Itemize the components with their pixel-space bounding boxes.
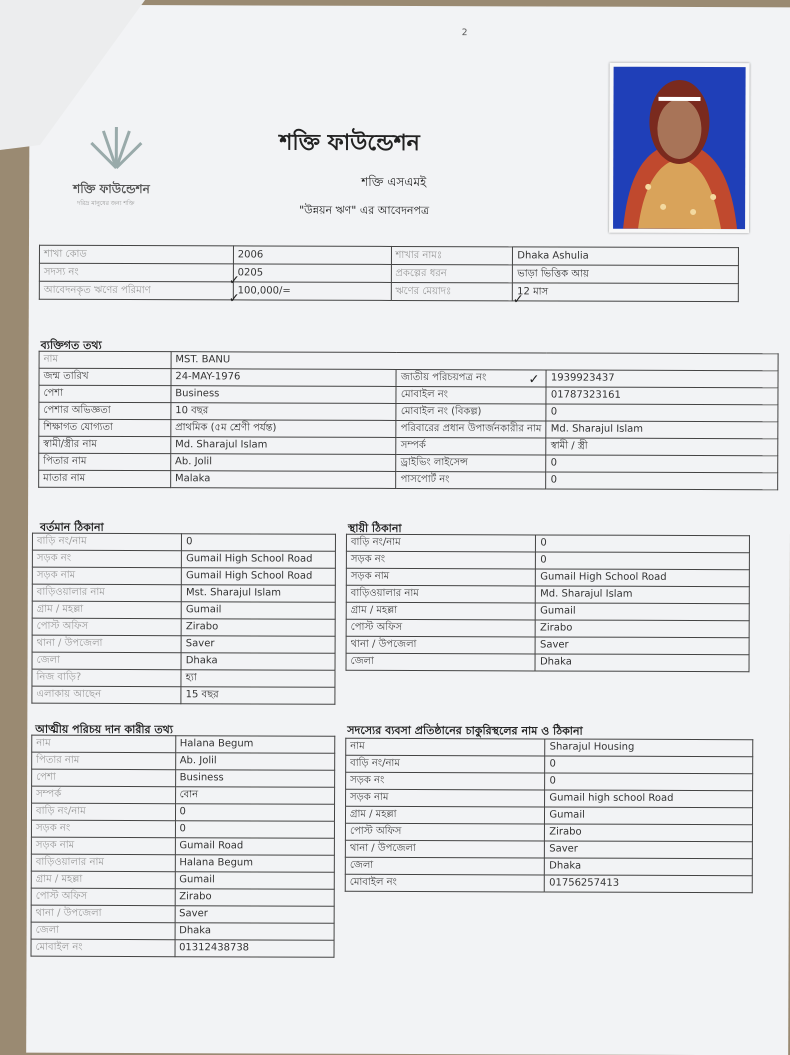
field-label: সড়ক নাম bbox=[346, 568, 535, 586]
field-label: জাতীয় পরিচয়পত্র নং bbox=[396, 369, 546, 387]
field-label: জন্ম তারিখ bbox=[39, 368, 171, 385]
field-label: সড়ক নং bbox=[32, 550, 181, 568]
table-row bbox=[345, 806, 752, 824]
table-row bbox=[346, 755, 753, 773]
check-mark-icon: ✓ bbox=[229, 273, 240, 288]
field-value: 15 বছর bbox=[181, 687, 335, 705]
field-label: সদস্য নং bbox=[39, 263, 233, 282]
field-label: সড়ক নং bbox=[31, 820, 175, 838]
field-value: 0 bbox=[175, 804, 335, 822]
table-row bbox=[346, 619, 749, 637]
field-value: Saver bbox=[181, 636, 335, 654]
field-value: Md. Sharajul Islam bbox=[546, 421, 778, 439]
table-row bbox=[32, 550, 335, 568]
field-label: থানা / উপজেলা bbox=[345, 840, 544, 858]
field-value: 0 bbox=[545, 756, 753, 774]
table-row bbox=[31, 905, 334, 923]
field-label: এলাকায় আছেন bbox=[32, 686, 181, 704]
table-row bbox=[346, 551, 749, 569]
field-value: Gumail Road bbox=[175, 838, 335, 856]
field-label: সড়ক নং bbox=[346, 551, 535, 569]
field-value: প্রাথমিক (৫ম শ্রেণী পর্যন্ত) bbox=[171, 420, 397, 438]
field-label: পোস্ট অফিস bbox=[346, 619, 535, 637]
field-label: বাড়ি নং/নাম bbox=[346, 534, 535, 552]
field-label: পোস্ট অফিস bbox=[345, 823, 544, 841]
table-row bbox=[31, 888, 334, 906]
table-row bbox=[345, 857, 752, 875]
field-label: পোস্ট অফিস bbox=[31, 888, 175, 906]
field-value: Mst. Sharajul Islam bbox=[181, 585, 335, 603]
table-row bbox=[32, 669, 335, 687]
field-label: পোস্ট অফিস bbox=[32, 618, 181, 636]
field-label: মোবাইল নং bbox=[345, 874, 544, 892]
field-label: নিজ বাড়ি? bbox=[32, 669, 181, 687]
field-value: Gumail bbox=[175, 872, 335, 890]
table-row bbox=[32, 601, 335, 619]
field-label: নাম bbox=[346, 738, 545, 756]
field-value: 1939923437 bbox=[546, 370, 778, 388]
field-value: Gumail high school Road bbox=[545, 790, 753, 808]
field-value: Ab. Jolil bbox=[175, 753, 335, 771]
field-label: মোবাইল নং (বিকল্প) bbox=[396, 403, 546, 421]
table-row bbox=[31, 939, 334, 957]
field-label: মাতার নাম bbox=[39, 470, 171, 487]
field-label: বাড়িওয়ালার নাম bbox=[32, 584, 181, 602]
field-label: নাম bbox=[32, 735, 176, 753]
table-row bbox=[346, 653, 749, 671]
field-value: Zirabo bbox=[545, 824, 753, 842]
field-value: Halana Begum bbox=[175, 736, 335, 754]
field-label: শাখা কোড bbox=[39, 245, 233, 264]
field-value: Md. Sharajul Islam bbox=[536, 586, 750, 604]
sunburst-logo-icon bbox=[81, 123, 151, 173]
table-row bbox=[346, 534, 749, 552]
field-label: সম্পর্ক bbox=[396, 437, 546, 455]
field-label: গ্রাম / মহল্লা bbox=[345, 806, 544, 824]
field-value: Gumail bbox=[181, 602, 335, 620]
personal-table bbox=[38, 351, 778, 491]
field-value: Gumail High School Road bbox=[536, 569, 750, 587]
field-label: বাড়ি নং/নাম bbox=[31, 803, 175, 821]
table-row bbox=[32, 618, 335, 636]
page-subtitle: শক্তি এসএমই bbox=[361, 174, 426, 194]
field-value: Zirabo bbox=[175, 889, 335, 907]
field-label: সড়ক নাম bbox=[346, 789, 545, 807]
field-value: Sharajul Housing bbox=[545, 739, 753, 757]
field-label: জেলা bbox=[345, 857, 544, 875]
field-label: জেলা bbox=[346, 653, 535, 671]
field-label: মোবাইল নং bbox=[396, 386, 546, 404]
field-value: Md. Sharajul Islam bbox=[171, 437, 397, 455]
portrait-image bbox=[613, 67, 746, 229]
field-value: 0 bbox=[182, 534, 336, 552]
field-value: Dhaka bbox=[535, 654, 749, 672]
name-value: MST. BANU bbox=[171, 352, 778, 371]
field-label: থানা / উপজেলা bbox=[32, 635, 181, 653]
field-value: Gumail High School Road bbox=[182, 568, 336, 586]
field-value: Zirabo bbox=[536, 620, 750, 638]
field-value: 01312438738 bbox=[175, 940, 335, 958]
field-value: Gumail High School Road bbox=[182, 551, 336, 569]
field-label: সড়ক নাম bbox=[31, 837, 175, 855]
branch-table bbox=[39, 245, 739, 302]
table-row bbox=[32, 533, 335, 551]
check-mark-icon: ✓ bbox=[513, 292, 524, 307]
field-label: শাখার নামঃ bbox=[391, 246, 513, 264]
table-row bbox=[31, 820, 334, 838]
table-row bbox=[31, 854, 334, 872]
field-value: 24-MAY-1976 bbox=[171, 369, 397, 387]
check-mark-icon: ✓ bbox=[229, 291, 240, 306]
table-row bbox=[32, 686, 335, 704]
field-value: 0 bbox=[175, 821, 335, 839]
name-label: নাম bbox=[39, 351, 171, 368]
table-row bbox=[346, 602, 749, 620]
field-value: 01787323161 bbox=[546, 387, 778, 405]
field-value: Dhaka bbox=[175, 923, 335, 941]
field-value: Gumail bbox=[545, 807, 753, 825]
table-row bbox=[346, 738, 753, 756]
present-address-table bbox=[31, 533, 336, 705]
table-row bbox=[345, 874, 752, 892]
personal-section-title: ব্যক্তিগত তথ্য bbox=[41, 337, 102, 356]
field-label: পিতার নাম bbox=[32, 752, 176, 770]
reference-table bbox=[31, 735, 336, 958]
field-value: Saver bbox=[535, 637, 749, 655]
table-row bbox=[31, 837, 334, 855]
field-value: 0205 bbox=[233, 264, 391, 283]
permanent-address-title: স্থায়ী ঠিকানা bbox=[348, 520, 402, 539]
page-number: 2 bbox=[462, 28, 468, 38]
table-row bbox=[32, 752, 335, 770]
field-label: গ্রাম / মহল্লা bbox=[346, 602, 535, 620]
field-label: ড্রাইভিং লাইসেন্স bbox=[396, 454, 546, 472]
field-label: বাড়ি নং/নাম bbox=[346, 755, 545, 773]
table-row bbox=[32, 635, 335, 653]
field-value: Ab. Jolil bbox=[171, 454, 397, 472]
table-row bbox=[31, 871, 334, 889]
field-value: বোন bbox=[175, 787, 335, 805]
field-value: Business bbox=[175, 770, 335, 788]
field-label: পাসপোর্ট নং bbox=[396, 471, 546, 489]
field-value: 0 bbox=[536, 535, 750, 553]
table-row bbox=[346, 772, 753, 790]
table-row bbox=[346, 568, 749, 586]
field-value: Business bbox=[171, 386, 397, 404]
field-value: Zirabo bbox=[181, 619, 335, 637]
business-title: সদস্যের ব্যবসা প্রতিষ্ঠানের চাকুরিস্থলের নাম ও ঠিকানা bbox=[347, 722, 583, 742]
field-value: স্বামী / স্ত্রী bbox=[546, 438, 778, 456]
logo-tagline: দরিদ্র মানুষের জন্য শক্তি bbox=[77, 198, 134, 209]
field-label: ঋণের মেয়াদঃ bbox=[391, 282, 513, 300]
field-value: Gumail bbox=[536, 603, 750, 621]
field-value: 10 বছর bbox=[171, 403, 397, 421]
field-label: সম্পর্ক bbox=[32, 786, 176, 804]
field-value: 0 bbox=[536, 552, 750, 570]
reference-title: আত্মীয় পরিচয় দান কারীর তথ্য bbox=[35, 721, 173, 740]
field-label: পিতার নাম bbox=[39, 453, 171, 470]
field-label: জেলা bbox=[31, 922, 175, 940]
field-label: থানা / উপজেলা bbox=[346, 636, 535, 654]
table-row bbox=[346, 585, 749, 603]
table-row bbox=[39, 470, 778, 490]
field-label: পরিবারের প্রধান উপার্জনকারীর নাম bbox=[396, 420, 546, 438]
table-row bbox=[345, 823, 752, 841]
field-value: 12 মাস bbox=[513, 283, 739, 302]
field-value: Dhaka bbox=[545, 858, 753, 876]
field-value: ভাড়া ভিত্তিক আয় bbox=[513, 265, 739, 284]
field-value: 01756257413 bbox=[545, 875, 753, 893]
logo-text: শক্তি ফাউন্ডেশন bbox=[73, 181, 150, 201]
page-title: শক্তি ফাউন্ডেশন bbox=[279, 126, 420, 163]
form-name: "উন্নয়ন ঋণ" এর আবেদনপত্র bbox=[299, 202, 429, 221]
present-address-title: বর্তমান ঠিকানা bbox=[40, 519, 104, 538]
field-value: Dhaka bbox=[181, 653, 335, 671]
field-label: স্বামী/স্ত্রীর নাম bbox=[39, 436, 171, 453]
field-label: বাড়িওয়ালার নাম bbox=[346, 585, 535, 603]
table-row bbox=[39, 281, 738, 301]
field-label: বাড়ি নং/নাম bbox=[32, 533, 181, 551]
field-value: Malaka bbox=[170, 471, 396, 489]
field-value: হ্যা bbox=[181, 670, 335, 688]
table-row bbox=[32, 786, 335, 804]
document-page bbox=[26, 5, 790, 1055]
table-row bbox=[346, 789, 753, 807]
table-row bbox=[32, 652, 335, 670]
field-label: পেশা bbox=[32, 769, 176, 787]
field-label: প্রকল্পের ধরন bbox=[391, 264, 513, 282]
field-value: 0 bbox=[546, 472, 778, 490]
field-label: পেশার অভিজ্ঞতা bbox=[39, 402, 171, 419]
field-label: শিক্ষাগত যোগ্যতা bbox=[39, 419, 171, 436]
field-label: থানা / উপজেলা bbox=[31, 905, 175, 923]
table-row bbox=[32, 769, 335, 787]
table-row bbox=[32, 735, 335, 753]
table-row bbox=[346, 636, 749, 654]
table-row bbox=[32, 584, 335, 602]
table-row bbox=[32, 567, 335, 585]
applicant-photo bbox=[609, 63, 750, 233]
field-value: Halana Begum bbox=[175, 855, 335, 873]
field-label: বাড়িওয়ালার নাম bbox=[31, 854, 175, 872]
business-table bbox=[345, 738, 754, 893]
check-mark-icon: ✓ bbox=[528, 372, 539, 387]
field-label: জেলা bbox=[32, 652, 181, 670]
field-value: 100,000/= bbox=[233, 282, 391, 301]
field-label: সড়ক নং bbox=[346, 772, 545, 790]
field-label: গ্রাম / মহল্লা bbox=[31, 871, 175, 889]
field-value: Saver bbox=[545, 841, 753, 859]
field-label: আবেদনকৃত ঋণের পরিমাণ bbox=[39, 281, 233, 300]
field-value: 0 bbox=[545, 773, 753, 791]
field-label: মোবাইল নং bbox=[31, 939, 175, 957]
field-value: 2006 bbox=[233, 246, 391, 265]
field-label: সড়ক নাম bbox=[32, 567, 181, 585]
field-label: গ্রাম / মহল্লা bbox=[32, 601, 181, 619]
field-value: Saver bbox=[175, 906, 335, 924]
table-row bbox=[31, 803, 334, 821]
field-value: 0 bbox=[546, 455, 778, 473]
field-value: Dhaka Ashulia bbox=[513, 247, 739, 266]
permanent-address-table bbox=[346, 534, 750, 672]
field-label: পেশা bbox=[39, 385, 171, 402]
table-row bbox=[31, 922, 334, 940]
table-row bbox=[345, 840, 752, 858]
field-value: 0 bbox=[546, 404, 778, 422]
